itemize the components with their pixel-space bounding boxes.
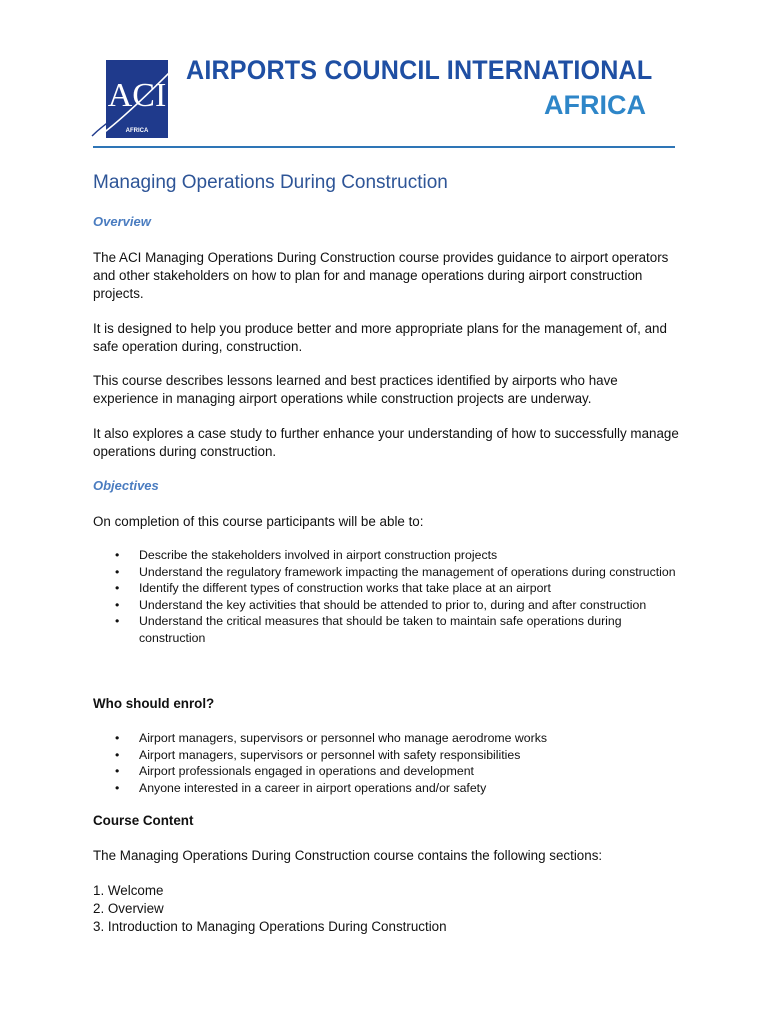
who-should-enrol-heading: Who should enrol?: [93, 696, 215, 711]
overview-paragraph: The ACI Managing Operations During Construction course provides guidance to airport operators and other stakeholders on how to plan for and manage operations during airport construction projects.: [93, 250, 669, 301]
list-item-text: Understand the key activities that should be attended to prior to, during and after construction: [139, 597, 647, 612]
bullet-icon: •: [115, 581, 120, 595]
list-item-text: Describe the stakeholders involved in airport construction projects: [139, 548, 498, 562]
bullet-icon: •: [115, 764, 120, 778]
overview-paragraph: It is designed to help you produce better and more appropriate plans for the management of, and safe operation during, construction.: [93, 321, 667, 354]
list-item: [93, 780, 683, 797]
objectives-intro: On completion of this course participants will be able to:: [93, 514, 424, 529]
course-content-heading: Course Content: [93, 813, 194, 828]
bullet-icon: •: [115, 597, 120, 612]
organization-region: AFRICA: [544, 90, 646, 120]
list-item-text: Airport managers, supervisors or personnel with safety responsibilities: [139, 747, 521, 762]
bullet-icon: •: [115, 780, 120, 795]
overview-heading: Overview: [93, 214, 151, 229]
logo-subtext: AFRICA: [125, 128, 149, 134]
logo-swoosh: [90, 96, 130, 140]
bullet-icon: •: [115, 747, 120, 762]
list-item: [93, 747, 683, 764]
list-item: [93, 763, 683, 780]
page-title: Managing Operations During Construction: [93, 172, 448, 193]
bullet-icon: •: [115, 564, 120, 579]
bullet-icon: •: [115, 548, 120, 562]
overview-paragraph: This course describes lessons learned and best practices identified by airports who have experience in managing airport operations while construction projects are underway.: [93, 373, 618, 406]
audience-list: [93, 730, 683, 796]
list-item-text: Airport managers, supervisors or personnel who manage aerodrome works: [139, 731, 548, 745]
objectives-heading: Objectives: [93, 478, 159, 493]
overview-paragraph: It also explores a case study to further enhance your understanding of how to successfully manage operations during construction.: [93, 426, 679, 459]
objectives-list: [93, 547, 683, 646]
course-content-intro: The Managing Operations During Construction course contains the following sections:: [93, 848, 603, 863]
course-sections-list: [93, 882, 683, 936]
list-item: [93, 597, 683, 614]
logo-text: ACI: [107, 77, 167, 114]
list-item-text: Understand the critical measures that should be taken to maintain safe operations during construction: [139, 614, 622, 645]
list-item-text: Airport professionals engaged in operations and development: [139, 764, 474, 778]
list-item: 3. Introduction to Managing Operations During Construction: [93, 919, 447, 934]
list-item: [93, 547, 683, 564]
list-item: 1. Welcome: [93, 883, 164, 898]
list-item: [93, 613, 683, 646]
list-item: 2. Overview: [93, 901, 164, 916]
organization-name: AIRPORTS COUNCIL INTERNATIONAL: [186, 55, 653, 85]
bullet-icon: •: [115, 614, 120, 628]
list-item: [93, 580, 683, 597]
list-item: [93, 730, 683, 747]
list-item-text: Anyone interested in a career in airport operations and/or safety: [139, 780, 487, 795]
list-item-text: Identify the different types of construction works that take place at an airport: [139, 581, 551, 595]
bullet-icon: •: [115, 731, 120, 745]
header-divider: [93, 146, 675, 148]
list-item: [93, 564, 683, 581]
list-item-text: Understand the regulatory framework impacting the management of operations during construction: [139, 564, 676, 579]
